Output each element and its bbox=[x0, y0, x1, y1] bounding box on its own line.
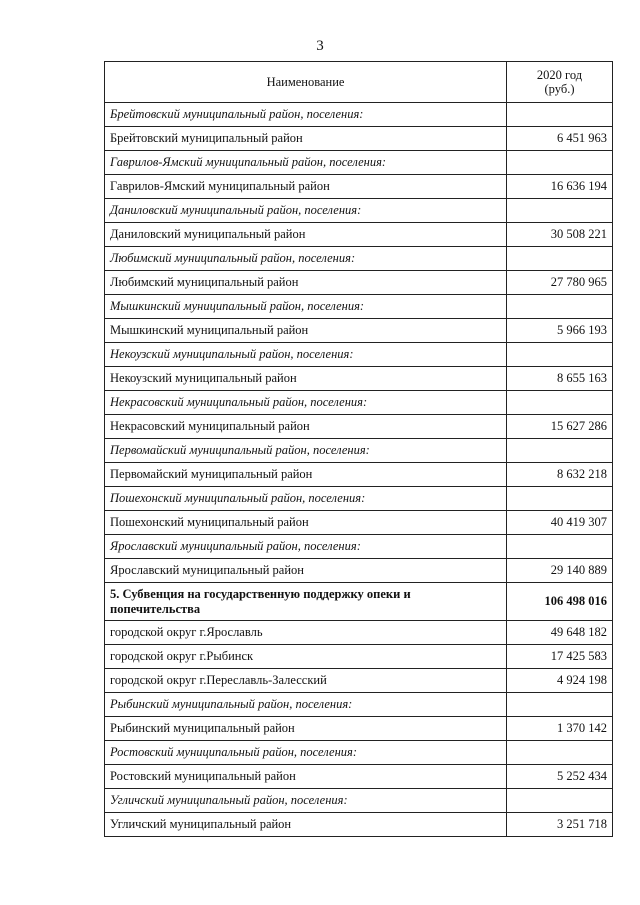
table-section-row bbox=[105, 693, 613, 717]
table-row bbox=[105, 669, 613, 693]
table-row bbox=[105, 621, 613, 645]
table-row bbox=[105, 559, 613, 583]
row-value-cell bbox=[507, 391, 613, 415]
row-name-cell: Гаврилов-Ямский муниципальный район, поселения: bbox=[105, 151, 507, 175]
column-header-year: 2020 год bbox=[536, 68, 583, 82]
row-value-cell: 1 370 142 bbox=[507, 717, 613, 741]
table-row bbox=[105, 463, 613, 487]
row-value-cell: 3 251 718 bbox=[507, 813, 613, 837]
table-row bbox=[105, 319, 613, 343]
row-name-cell: Гаврилов-Ямский муниципальный район bbox=[105, 175, 507, 199]
row-name-cell: Угличский муниципальный район, поселения: bbox=[105, 789, 507, 813]
table-total-row bbox=[105, 583, 613, 621]
column-header-unit: (руб.) bbox=[544, 82, 575, 96]
row-name-cell: Некрасовский муниципальный район, поселения: bbox=[105, 391, 507, 415]
row-name-cell: Ростовский муниципальный район bbox=[105, 765, 507, 789]
table-section-row bbox=[105, 247, 613, 271]
row-name-cell: городской округ г.Ярославль bbox=[105, 621, 507, 645]
row-value-cell bbox=[507, 295, 613, 319]
table-section-row bbox=[105, 343, 613, 367]
row-name-cell: Первомайский муниципальный район bbox=[105, 463, 507, 487]
table-section-row bbox=[105, 103, 613, 127]
row-name-cell: Рыбинский муниципальный район bbox=[105, 717, 507, 741]
row-name-cell: Брейтовский муниципальный район, поселения: bbox=[105, 103, 507, 127]
table-section-row bbox=[105, 741, 613, 765]
row-name-cell: Даниловский муниципальный район bbox=[105, 223, 507, 247]
table-row bbox=[105, 765, 613, 789]
budget-table bbox=[104, 61, 613, 837]
row-name-cell: Некоузский муниципальный район bbox=[105, 367, 507, 391]
row-value-cell: 16 636 194 bbox=[507, 175, 613, 199]
table-row bbox=[105, 223, 613, 247]
row-name-cell: Некоузский муниципальный район, поселения: bbox=[105, 343, 507, 367]
row-value-cell bbox=[507, 247, 613, 271]
table-section-row bbox=[105, 151, 613, 175]
page-number: 3 bbox=[316, 38, 324, 54]
table-section-row bbox=[105, 439, 613, 463]
table-row bbox=[105, 511, 613, 535]
row-name-cell: Угличский муниципальный район bbox=[105, 813, 507, 837]
table-section-row bbox=[105, 535, 613, 559]
row-value-cell bbox=[507, 199, 613, 223]
row-value-cell: 49 648 182 bbox=[507, 621, 613, 645]
row-name-cell: Брейтовский муниципальный район bbox=[105, 127, 507, 151]
table-section-row bbox=[105, 789, 613, 813]
row-value-cell bbox=[507, 151, 613, 175]
row-name-cell: Ростовский муниципальный район, поселения: bbox=[105, 741, 507, 765]
row-name-cell: Любимский муниципальный район, поселения: bbox=[105, 247, 507, 271]
row-value-cell: 27 780 965 bbox=[507, 271, 613, 295]
table-header-row bbox=[105, 62, 613, 103]
row-value-cell bbox=[507, 535, 613, 559]
row-name-cell: Мышкинский муниципальный район bbox=[105, 319, 507, 343]
row-value-cell bbox=[507, 487, 613, 511]
row-value-cell: 8 632 218 bbox=[507, 463, 613, 487]
row-value-cell: 29 140 889 bbox=[507, 559, 613, 583]
row-name-cell: городской округ г.Рыбинск bbox=[105, 645, 507, 669]
row-value-cell: 17 425 583 bbox=[507, 645, 613, 669]
row-name-cell: Мышкинский муниципальный район, поселения: bbox=[105, 295, 507, 319]
row-name-cell: 5. Субвенция на государственную поддержку опеки и попечительства bbox=[105, 583, 507, 621]
row-value-cell bbox=[507, 693, 613, 717]
row-name-cell: Рыбинский муниципальный район, поселения: bbox=[105, 693, 507, 717]
row-value-cell: 5 252 434 bbox=[507, 765, 613, 789]
column-header-value bbox=[507, 62, 613, 103]
row-value-cell: 8 655 163 bbox=[507, 367, 613, 391]
row-value-cell bbox=[507, 741, 613, 765]
table-row bbox=[105, 127, 613, 151]
table-row bbox=[105, 813, 613, 837]
row-name-cell: Пошехонский муниципальный район, поселения: bbox=[105, 487, 507, 511]
table-row bbox=[105, 175, 613, 199]
row-value-cell: 6 451 963 bbox=[507, 127, 613, 151]
row-value-cell bbox=[507, 343, 613, 367]
table-body bbox=[105, 103, 613, 837]
table-row bbox=[105, 367, 613, 391]
row-name-cell: Пошехонский муниципальный район bbox=[105, 511, 507, 535]
row-name-cell: Ярославский муниципальный район, поселения: bbox=[105, 535, 507, 559]
row-value-cell: 15 627 286 bbox=[507, 415, 613, 439]
row-name-cell: Некрасовский муниципальный район bbox=[105, 415, 507, 439]
table-row bbox=[105, 645, 613, 669]
table-section-row bbox=[105, 199, 613, 223]
row-value-cell: 30 508 221 bbox=[507, 223, 613, 247]
table-row bbox=[105, 717, 613, 741]
table-row bbox=[105, 415, 613, 439]
row-value-cell: 5 966 193 bbox=[507, 319, 613, 343]
row-name-cell: Первомайский муниципальный район, поселения: bbox=[105, 439, 507, 463]
row-value-cell: 106 498 016 bbox=[507, 583, 613, 621]
table-section-row bbox=[105, 487, 613, 511]
row-name-cell: городской округ г.Переславль-Залесский bbox=[105, 669, 507, 693]
row-value-cell bbox=[507, 439, 613, 463]
table-section-row bbox=[105, 391, 613, 415]
row-value-cell: 4 924 198 bbox=[507, 669, 613, 693]
table-section-row bbox=[105, 295, 613, 319]
row-name-cell: Даниловский муниципальный район, поселения: bbox=[105, 199, 507, 223]
row-value-cell bbox=[507, 103, 613, 127]
column-header-name: Наименование bbox=[105, 62, 507, 103]
row-value-cell bbox=[507, 789, 613, 813]
row-name-cell: Ярославский муниципальный район bbox=[105, 559, 507, 583]
row-value-cell: 40 419 307 bbox=[507, 511, 613, 535]
row-name-cell: Любимский муниципальный район bbox=[105, 271, 507, 295]
table-row bbox=[105, 271, 613, 295]
